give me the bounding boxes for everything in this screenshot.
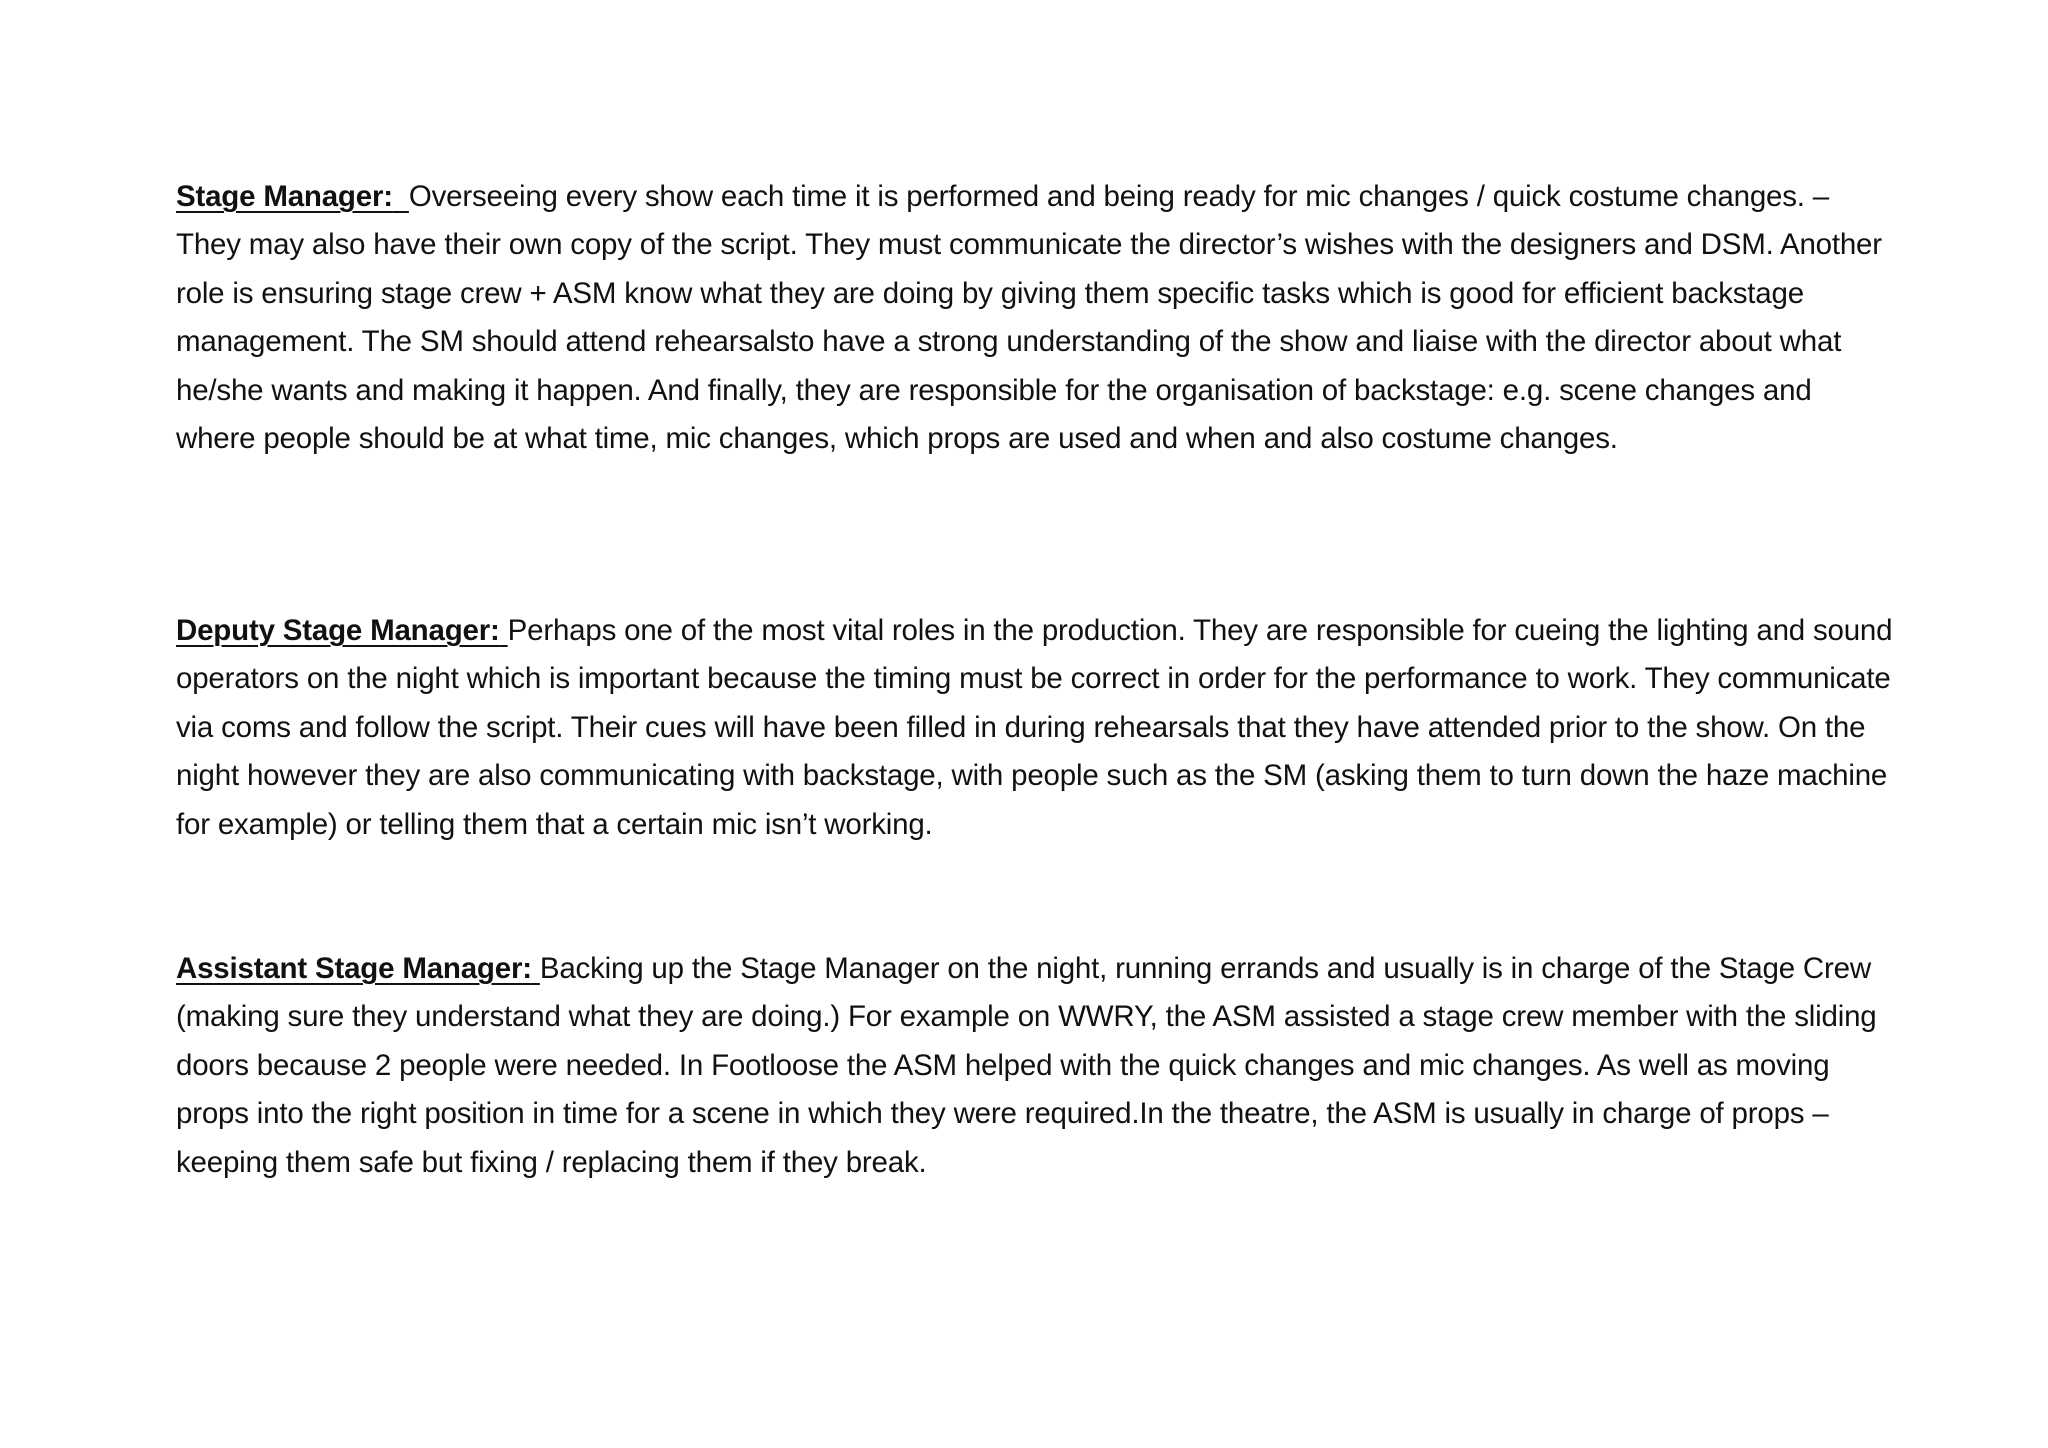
- deputy-stage-manager-heading: Deputy Stage Manager:: [176, 614, 500, 647]
- stage-manager-heading: Stage Manager:: [176, 180, 393, 213]
- deputy-stage-manager-description: Perhaps one of the most vital roles in the production. They are responsible for cueing the lighting and sound operators on the night which is important because the timing must be correct in order for the performance to work. They communicate via coms and follow the script. Their cues will have been filled in during rehearsals that they have attended prior to the show. On the night however they are also communicating with backstage, with people such as the SM (asking them to turn down the haze machine for example) or telling them that a certain mic isn’t working.: [176, 614, 1893, 841]
- assistant-stage-manager-paragraph: [176, 945, 1896, 1187]
- stage-manager-paragraph: [176, 173, 1896, 463]
- heading-spacer: [532, 952, 540, 985]
- stage-manager-description: Overseeing every show each time it is performed and being ready for mic changes / quick costume changes. – They may also have their own copy of the script. They must communicate the director’s wishes with the designers and DSM. Another role is ensuring stage crew + ASM know what they are doing by giving them specific tasks which is good for efficient backstage management. The SM should attend rehearsalsto have a strong understanding of the show and liaise with the director about what he/she wants and making it happen. And finally, they are responsible for the organisation of backstage: e.g. scene changes and where people should be at what time, mic changes, which props are used and when and also costume changes.: [176, 180, 1882, 456]
- heading-spacer: [500, 614, 508, 647]
- assistant-stage-manager-heading: Assistant Stage Manager:: [176, 952, 532, 985]
- deputy-stage-manager-paragraph: [176, 607, 1896, 849]
- assistant-stage-manager-description: Backing up the Stage Manager on the night, running errands and usually is in charge of the Stage Crew (making sure they understand what they are doing.) For example on WWRY, the ASM assisted a stage crew member with the sliding doors because 2 people were needed. In Footloose the ASM helped with the quick changes and mic changes. As well as moving props into the right position in time for a scene in which they were required.In the theatre, the ASM is usually in charge of props – keeping them safe but fixing / replacing them if they break.: [176, 952, 1877, 1179]
- heading-spacer: [393, 180, 409, 213]
